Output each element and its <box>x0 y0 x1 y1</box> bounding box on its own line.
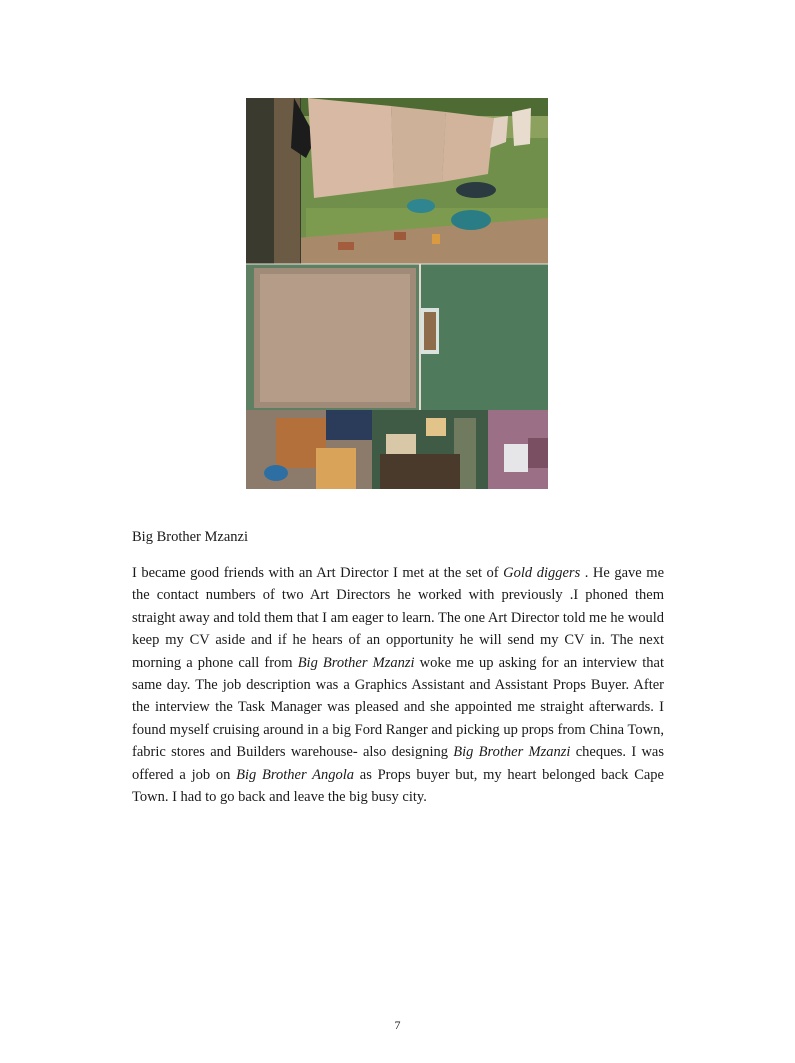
italic-title: Big Brother Mzanzi <box>453 744 571 761</box>
photo-wall-sheet <box>246 264 419 410</box>
photo-green-room <box>421 264 548 410</box>
photo-bedroom <box>246 410 372 489</box>
page-number: 7 <box>394 1018 401 1032</box>
italic-title: Big Brother Angola <box>236 766 354 783</box>
photo-kitchen <box>488 410 548 489</box>
italic-title: Big Brother Mzanzi <box>297 654 415 671</box>
text-run: cheques. I was offered a job on <box>132 744 664 783</box>
photo-dining-room <box>372 410 488 489</box>
body-paragraph <box>132 562 664 808</box>
section-title: Big Brother Mzanzi <box>132 529 248 545</box>
text-run: as Props buyer but, my heart belonged back Cape Town. I had to go back and leave the big busy city. <box>132 766 664 806</box>
text-run: . He gave me the contact numbers of two Art Directors he worked with previously .I phoned them straight away and told them that I am eager to learn. The one Art Director told me he would keep my CV aside and if he hears of an opportunity he will send my CV in. The next morning a phone call from <box>132 565 664 671</box>
italic-title: Gold diggers <box>503 565 581 581</box>
text-run: woke me up asking for an interview that same day. The job description was a Graphics Assistant and Assistant Props Buyer. After the interview the Task Manager was pleased and she appointed me straight afterwards. I found myself cruising around in a big Ford Ranger and picking up props from China Town, fabric stores and Builders warehouse- also designing <box>132 654 664 761</box>
text-run: I became good friends with an Art Director I met at the set of <box>132 565 504 581</box>
photo-collage <box>246 98 548 489</box>
photo-washing-line <box>246 98 548 264</box>
